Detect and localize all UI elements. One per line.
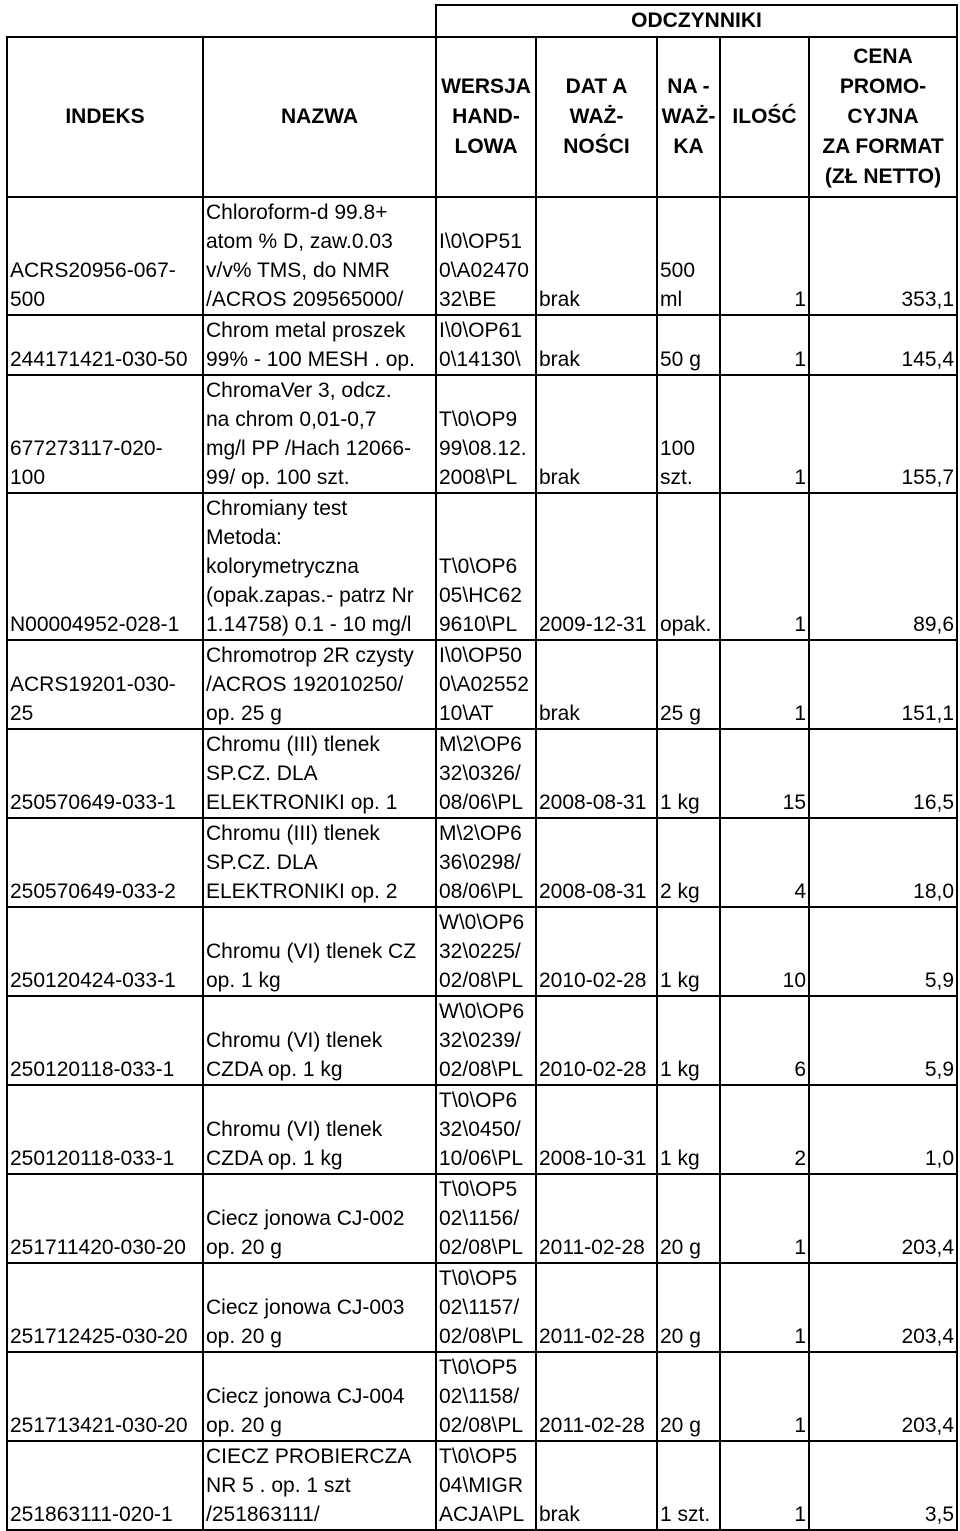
cell-index: 244171421-030-50 bbox=[7, 315, 203, 375]
table-row bbox=[7, 1174, 957, 1263]
cell-expiry: brak bbox=[536, 375, 657, 493]
cell-quantity: 1 bbox=[720, 315, 809, 375]
cell-package: 50 g bbox=[657, 315, 720, 375]
cell-price: 203,4 bbox=[809, 1263, 957, 1352]
cell-name: Chromu (VI) tlenek CZDA op. 1 kg bbox=[203, 1085, 436, 1174]
table-row bbox=[7, 640, 957, 729]
cell-quantity: 4 bbox=[720, 818, 809, 907]
cell-package: 1 szt. bbox=[657, 1441, 720, 1530]
table-row bbox=[7, 1263, 957, 1352]
cell-index: 251712425-030-20 bbox=[7, 1263, 203, 1352]
cell-price: 89,6 bbox=[809, 493, 957, 640]
cell-index: ACRS20956-067- 500 bbox=[7, 197, 203, 315]
table-row bbox=[7, 1441, 957, 1530]
cell-price: 145,4 bbox=[809, 315, 957, 375]
cell-quantity: 1 bbox=[720, 197, 809, 315]
cell-name: Ciecz jonowa CJ-004 op. 20 g bbox=[203, 1352, 436, 1441]
cell-expiry: brak bbox=[536, 197, 657, 315]
table-row bbox=[7, 375, 957, 493]
cell-package: 100 szt. bbox=[657, 375, 720, 493]
cell-name: Chromu (VI) tlenek CZ op. 1 kg bbox=[203, 907, 436, 996]
cell-version: T\0\OP5 04\MIGR ACJA\PL bbox=[436, 1441, 536, 1530]
cell-package: 2 kg bbox=[657, 818, 720, 907]
cell-package: 1 kg bbox=[657, 907, 720, 996]
table-row bbox=[7, 315, 957, 375]
cell-price: 18,0 bbox=[809, 818, 957, 907]
cell-price: 5,9 bbox=[809, 907, 957, 996]
header-quantity: ILOŚĆ bbox=[720, 37, 809, 197]
header-expiry: DAT A WAŻ- NOŚCI bbox=[536, 37, 657, 197]
cell-package: 500 ml bbox=[657, 197, 720, 315]
cell-name: Chromu (III) tlenek SP.CZ. DLA ELEKTRONIKI op. 1 bbox=[203, 729, 436, 818]
cell-version: T\0\OP5 02\1157/ 02/08\PL bbox=[436, 1263, 536, 1352]
cell-expiry: 2008-10-31 bbox=[536, 1085, 657, 1174]
cell-version: T\0\OP6 05\HC62 9610\PL bbox=[436, 493, 536, 640]
cell-version: M\2\OP6 32\0326/ 08/06\PL bbox=[436, 729, 536, 818]
cell-expiry: 2010-02-28 bbox=[536, 907, 657, 996]
cell-quantity: 1 bbox=[720, 1352, 809, 1441]
cell-expiry: 2011-02-28 bbox=[536, 1352, 657, 1441]
cell-version: T\0\OP5 02\1156/ 02/08\PL bbox=[436, 1174, 536, 1263]
cell-expiry: brak bbox=[536, 640, 657, 729]
cell-name: Chromu (VI) tlenek CZDA op. 1 kg bbox=[203, 996, 436, 1085]
cell-name: ChromaVer 3, odcz. na chrom 0,01-0,7 mg/l PP /Hach 12066- 99/ op. 100 szt. bbox=[203, 375, 436, 493]
header-name: NAZWA bbox=[203, 37, 436, 197]
cell-price: 5,9 bbox=[809, 996, 957, 1085]
cell-quantity: 6 bbox=[720, 996, 809, 1085]
table-row bbox=[7, 1085, 957, 1174]
cell-index: 677273117-020- 100 bbox=[7, 375, 203, 493]
cell-version: I\0\OP50 0\A02552 10\AT bbox=[436, 640, 536, 729]
cell-package: 25 g bbox=[657, 640, 720, 729]
cell-index: N00004952-028-1 bbox=[7, 493, 203, 640]
cell-quantity: 10 bbox=[720, 907, 809, 996]
cell-expiry: brak bbox=[536, 315, 657, 375]
cell-version: W\0\OP6 32\0239/ 02/08\PL bbox=[436, 996, 536, 1085]
cell-index: 250570649-033-2 bbox=[7, 818, 203, 907]
cell-quantity: 1 bbox=[720, 493, 809, 640]
cell-expiry: 2011-02-28 bbox=[536, 1174, 657, 1263]
header-index: INDEKS bbox=[7, 37, 203, 197]
table-row bbox=[7, 996, 957, 1085]
cell-version: W\0\OP6 32\0225/ 02/08\PL bbox=[436, 907, 536, 996]
cell-expiry: 2010-02-28 bbox=[536, 996, 657, 1085]
cell-version: I\0\OP51 0\A02470 32\BE bbox=[436, 197, 536, 315]
cell-index: 251711420-030-20 bbox=[7, 1174, 203, 1263]
cell-expiry: 2009-12-31 bbox=[536, 493, 657, 640]
cell-price: 151,1 bbox=[809, 640, 957, 729]
cell-expiry: 2008-08-31 bbox=[536, 818, 657, 907]
cell-index: 251713421-030-20 bbox=[7, 1352, 203, 1441]
cell-price: 353,1 bbox=[809, 197, 957, 315]
table-row bbox=[7, 818, 957, 907]
cell-expiry: 2008-08-31 bbox=[536, 729, 657, 818]
table-title: ODCZYNNIKI bbox=[436, 5, 957, 37]
cell-expiry: 2011-02-28 bbox=[536, 1263, 657, 1352]
cell-name: CIECZ PROBIERCZA NR 5 . op. 1 szt /251863111/ bbox=[203, 1441, 436, 1530]
cell-quantity: 1 bbox=[720, 1174, 809, 1263]
header-price: CENA PROMO- CYJNA ZA FORMAT (ZŁ NETTO) bbox=[809, 37, 957, 197]
cell-index: 250570649-033-1 bbox=[7, 729, 203, 818]
cell-price: 155,7 bbox=[809, 375, 957, 493]
cell-name: Ciecz jonowa CJ-003 op. 20 g bbox=[203, 1263, 436, 1352]
cell-quantity: 15 bbox=[720, 729, 809, 818]
table-row bbox=[7, 493, 957, 640]
cell-quantity: 1 bbox=[720, 1441, 809, 1530]
table-row bbox=[7, 729, 957, 818]
cell-expiry: brak bbox=[536, 1441, 657, 1530]
cell-package: 20 g bbox=[657, 1263, 720, 1352]
cell-package: opak. bbox=[657, 493, 720, 640]
cell-index: ACRS19201-030- 25 bbox=[7, 640, 203, 729]
cell-price: 1,0 bbox=[809, 1085, 957, 1174]
cell-index: 250120118-033-1 bbox=[7, 1085, 203, 1174]
cell-quantity: 1 bbox=[720, 640, 809, 729]
cell-version: T\0\OP5 02\1158/ 02/08\PL bbox=[436, 1352, 536, 1441]
header-version: WERSJA HAND- LOWA bbox=[436, 37, 536, 197]
table-row bbox=[7, 1352, 957, 1441]
cell-quantity: 1 bbox=[720, 375, 809, 493]
cell-name: Ciecz jonowa CJ-002 op. 20 g bbox=[203, 1174, 436, 1263]
cell-name: Chromu (III) tlenek SP.CZ. DLA ELEKTRONIKI op. 2 bbox=[203, 818, 436, 907]
cell-index: 250120424-033-1 bbox=[7, 907, 203, 996]
cell-name: Chromiany test Metoda: kolorymetryczna (opak.zapas.- patrz Nr 1.14758) 0.1 - 10 mg/l bbox=[203, 493, 436, 640]
cell-quantity: 2 bbox=[720, 1085, 809, 1174]
reagents-table bbox=[6, 4, 958, 1531]
cell-version: M\2\OP6 36\0298/ 08/06\PL bbox=[436, 818, 536, 907]
cell-price: 203,4 bbox=[809, 1174, 957, 1263]
cell-price: 16,5 bbox=[809, 729, 957, 818]
cell-version: I\0\OP61 0\14130\ bbox=[436, 315, 536, 375]
cell-price: 203,4 bbox=[809, 1352, 957, 1441]
cell-package: 1 kg bbox=[657, 729, 720, 818]
cell-package: 1 kg bbox=[657, 996, 720, 1085]
cell-package: 20 g bbox=[657, 1174, 720, 1263]
cell-index: 251863111-020-1 bbox=[7, 1441, 203, 1530]
cell-package: 20 g bbox=[657, 1352, 720, 1441]
cell-package: 1 kg bbox=[657, 1085, 720, 1174]
cell-version: T\0\OP9 99\08.12. 2008\PL bbox=[436, 375, 536, 493]
cell-name: Chrom metal proszek 99% - 100 MESH . op. bbox=[203, 315, 436, 375]
cell-name: Chromotrop 2R czysty /ACROS 192010250/ op. 25 g bbox=[203, 640, 436, 729]
table-row bbox=[7, 907, 957, 996]
cell-name: Chloroform-d 99.8+ atom % D, zaw.0.03 v/v% TMS, do NMR /ACROS 209565000/ bbox=[203, 197, 436, 315]
table-row bbox=[7, 197, 957, 315]
cell-quantity: 1 bbox=[720, 1263, 809, 1352]
cell-index: 250120118-033-1 bbox=[7, 996, 203, 1085]
header-package: NA - WAŻ- KA bbox=[657, 37, 720, 197]
cell-version: T\0\OP6 32\0450/ 10/06\PL bbox=[436, 1085, 536, 1174]
cell-price: 3,5 bbox=[809, 1441, 957, 1530]
